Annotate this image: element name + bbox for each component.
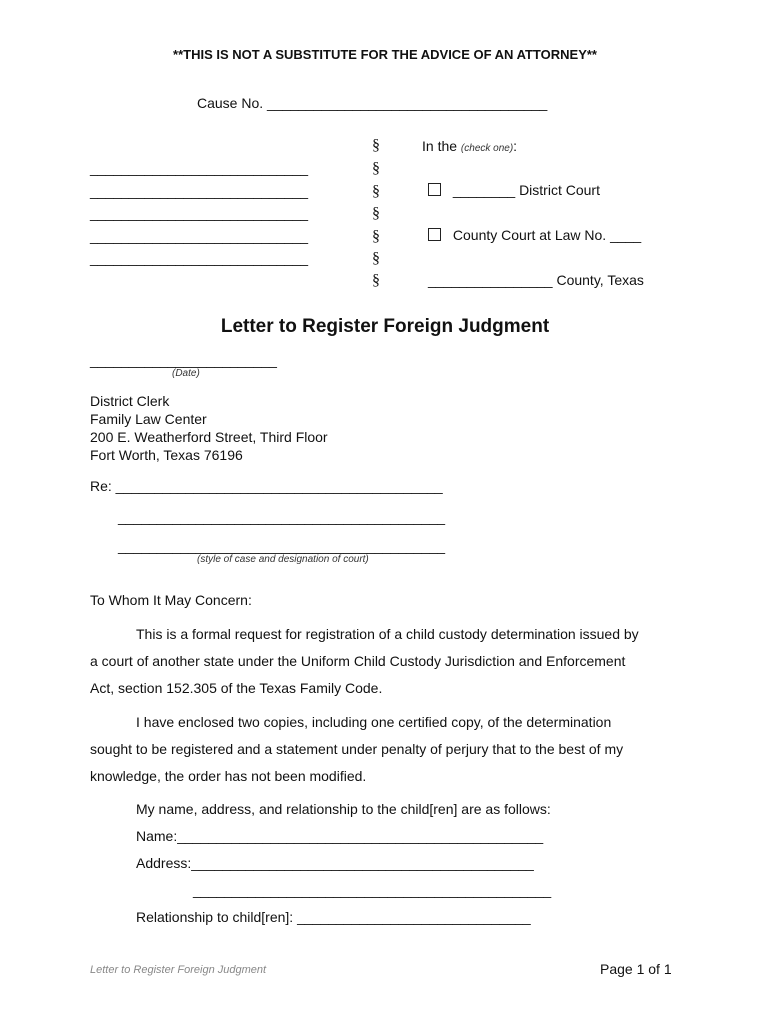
party-line: ____________________________: [90, 250, 309, 266]
address-line: Family Law Center: [90, 411, 207, 427]
address-line: Fort Worth, Texas 76196: [90, 447, 243, 463]
section-symbol: §: [372, 183, 380, 200]
section-symbol: §: [372, 250, 380, 267]
re-line[interactable]: Re: __________________________________________: [90, 478, 443, 494]
paragraph-line: knowledge, the order has not been modified.: [90, 768, 367, 784]
cause-number-line: Cause No. ____________________________________: [197, 95, 548, 111]
party-line: ____________________________: [90, 205, 309, 221]
paragraph-line: sought to be registered and a statement under penalty of perjury that to the best of my: [90, 741, 624, 757]
county-court-label: County Court at Law No. ____: [452, 227, 642, 243]
name-field[interactable]: Name:_______________________________________________: [136, 828, 544, 844]
disclaimer-header: **THIS IS NOT A SUBSTITUTE FOR THE ADVICE OF AN ATTORNEY**: [173, 47, 597, 62]
paragraph-line: I have enclosed two copies, including one certified copy, of the determination: [136, 714, 612, 730]
court-in-the: [422, 138, 517, 154]
date-caption: (Date): [172, 368, 200, 379]
address-field[interactable]: Address:____________________________________________: [136, 855, 534, 871]
check-one-note: (check one): [460, 143, 514, 154]
re-caption: (style of case and designation of court): [197, 554, 369, 565]
document-title: Letter to Register Foreign Judgment: [220, 316, 550, 337]
county-court-checkbox[interactable]: [428, 228, 441, 241]
page-number: Page 1 of 1: [600, 961, 672, 977]
paragraph-line: This is a formal request for registration of a child custody determination issued by: [136, 626, 639, 642]
district-court-label: ________ District Court: [452, 182, 600, 198]
address-line: 200 E. Weatherford Street, Third Floor: [90, 429, 328, 445]
relationship-field[interactable]: Relationship to child[ren]: ______________________________: [136, 909, 531, 925]
section-symbol: §: [372, 137, 380, 154]
paragraph-line: My name, address, and relationship to the child[ren] are as follows:: [136, 801, 551, 817]
re-line[interactable]: __________________________________________: [118, 509, 446, 525]
county-court-option[interactable]: [428, 227, 641, 243]
section-symbol: §: [372, 272, 380, 289]
date-line[interactable]: ________________________: [90, 352, 277, 368]
address-line: District Clerk: [90, 393, 170, 409]
colon: :: [513, 138, 518, 154]
party-line: ____________________________: [90, 183, 309, 199]
section-symbol: §: [372, 160, 380, 177]
county-texas-line: ________________ County, Texas: [428, 272, 644, 288]
party-line: ____________________________: [90, 228, 309, 244]
re-line[interactable]: __________________________________________: [118, 538, 446, 554]
footer-document-name: Letter to Register Foreign Judgment: [90, 964, 267, 976]
paragraph-line: Act, section 152.305 of the Texas Family Code.: [90, 680, 383, 696]
district-court-option[interactable]: [428, 182, 600, 198]
address-field-line2[interactable]: ______________________________________________: [193, 882, 552, 898]
paragraph-line: a court of another state under the Uniform Child Custody Jurisdiction and Enforcement: [90, 653, 626, 669]
section-symbol: §: [372, 228, 380, 245]
section-symbol: §: [372, 205, 380, 222]
party-line: ____________________________: [90, 160, 309, 176]
in-the-label: In the: [422, 138, 458, 154]
district-court-checkbox[interactable]: [428, 183, 441, 196]
salutation: To Whom It May Concern:: [90, 592, 252, 608]
